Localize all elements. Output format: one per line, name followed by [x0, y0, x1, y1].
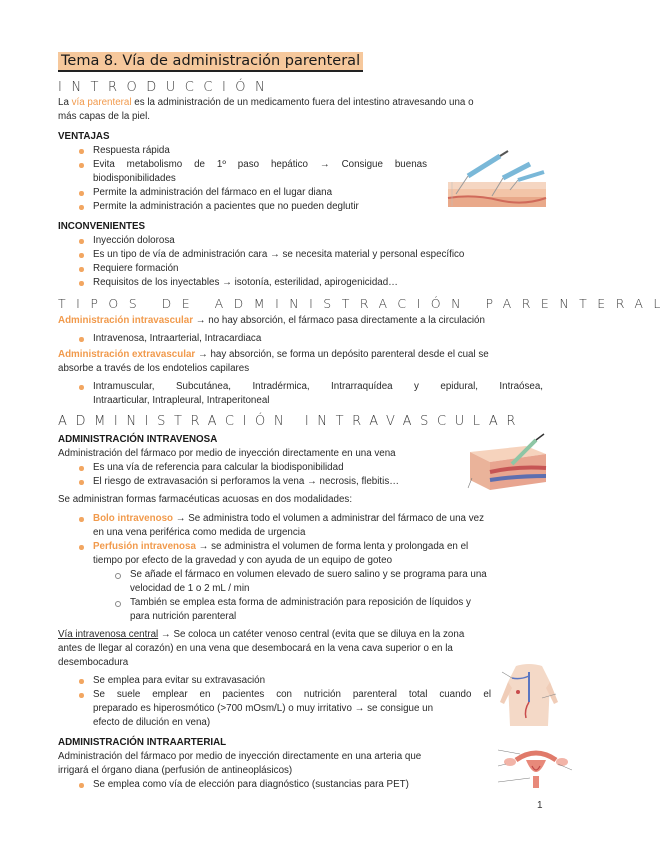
iv-vein-illustration	[466, 432, 552, 494]
tipos-extravascular: Administración extravascular → hay absorción, se forma un depósito parenteral desde el cual se	[58, 349, 489, 360]
highlight-extravascular: Administración extravascular	[58, 349, 196, 360]
bullet-icon	[79, 163, 84, 168]
bullet-icon	[79, 149, 84, 154]
bullet-icon	[79, 281, 84, 286]
tipos-extravascular-line2: absorbe a través de los endotelios capilares	[58, 363, 250, 374]
list-item: Se emplea para evitar su extravasación	[93, 675, 266, 686]
central-paragraph: Vía intravenosa central → Se coloca un catéter venoso central (evita que se diluya en la zona	[58, 629, 465, 640]
list-item: Respuesta rápida	[93, 145, 170, 156]
list-item: Intramuscular, Subcutánea, Intradérmica, Intrarraquídea y epidural, Intraósea,	[93, 381, 543, 392]
sub-list-item: También se emplea esta forma de administración para reposición de líquidos y	[130, 597, 471, 608]
list-item: El riesgo de extravasación si perforamos la vena → necrosis, flebitis…	[93, 476, 400, 487]
heading-inconvenientes: INCONVENIENTES	[58, 221, 146, 232]
bullet-icon	[79, 267, 84, 272]
syringe-skin-illustration	[448, 148, 548, 210]
bullet-icon	[79, 191, 84, 196]
sub-list-item-cont: velocidad de 1 o 2 mL / min	[130, 583, 250, 594]
bullet-icon	[79, 466, 84, 471]
modalidades-text: Se administran formas farmacéuticas acuosas en dos modalidades:	[58, 494, 353, 505]
bullet-icon	[79, 385, 84, 390]
bullet-icon	[79, 239, 84, 244]
bullet-icon	[79, 679, 84, 684]
list-item-cont: en una vena periférica como medida de urgencia	[93, 527, 306, 538]
highlight-bolo: Bolo intravenoso	[93, 513, 174, 524]
list-item: Requisitos de los inyectables → isotonía, esterilidad, apirogenicidad…	[93, 277, 398, 288]
bullet-icon	[79, 693, 84, 698]
list-item-cont: tiempo por efecto de la gravedad y con ayuda de un equipo de goteo	[93, 555, 393, 566]
intravenosa-desc: Administración del fármaco por medio de inyección directamente en una vena	[58, 448, 396, 459]
bullet-icon	[79, 253, 84, 258]
bullet-icon	[79, 783, 84, 788]
sub-list-item-cont: para nutrición parenteral	[130, 611, 237, 622]
list-item-cont: preparado es hiperosmótico (>700 mOsm/L) o muy irritativo → se consigue un	[93, 703, 434, 714]
heading-intravenosa: ADMINISTRACIÓN INTRAVENOSA	[58, 434, 218, 445]
central-line2: antes de llegar al corazón) en una vena que desembocará en la vena cava superior o en la	[58, 643, 453, 654]
list-item: Evita metabolismo de 1º paso hepático → Consigue buenas	[93, 159, 427, 170]
section-introduccion: INTRODUCCIÓN	[58, 80, 275, 95]
list-item: Requiere formación	[93, 263, 179, 274]
page-title: Tema 8. Vía de administración parenteral	[58, 52, 363, 72]
list-item: Se suele emplear en pacientes con nutrición parenteral total cuando el	[93, 689, 491, 700]
bullet-icon	[79, 205, 84, 210]
bullet-icon	[79, 480, 84, 485]
tipos-intravascular: Administración intravascular → no hay absorción, el fármaco pasa directamente a la circulación	[58, 315, 485, 326]
sub-list-item: Se añade el fármaco en volumen elevado de suero salino y se programa para una	[130, 569, 487, 580]
bullet-icon	[79, 337, 84, 342]
heading-intraarterial: ADMINISTRACIÓN INTRAARTERIAL	[58, 737, 227, 748]
bullet-icon	[79, 517, 84, 522]
list-item: Intravenosa, Intraarterial, Intracardiaca	[93, 333, 262, 344]
heading-ventajas: VENTAJAS	[58, 131, 110, 142]
uterus-artery-illustration	[496, 740, 576, 792]
link-via-central: Vía intravenosa central	[58, 629, 159, 640]
intraarterial-desc2: irrigará el órgano diana (perfusión de antineoplásicos)	[58, 765, 293, 776]
highlight-intravascular: Administración intravascular	[58, 315, 194, 326]
list-item: Es un tipo de vía de administración cara → se necesita material y personal específico	[93, 249, 465, 260]
intro-paragraph: La vía parenteral es la administración de un medicamento fuera del intestino atravesando una o	[58, 97, 474, 108]
list-item-bolo: Bolo intravenoso → Se administra todo el volumen a administrar del fármaco de una vez	[93, 513, 484, 524]
list-item: Permite la administración del fármaco en el lugar diana	[93, 187, 333, 198]
central-catheter-illustration	[498, 662, 560, 728]
list-item-perfusion: Perfusión intravenosa → se administra el volumen de forma lenta y prolongada en el	[93, 541, 469, 552]
highlight-perfusion: Perfusión intravenosa	[93, 541, 196, 552]
highlight-via-parenteral: vía parenteral	[71, 97, 132, 108]
page-number: 1	[537, 800, 543, 811]
list-item-cont: biodisponibilidades	[93, 173, 176, 184]
section-intravascular: ADMINISTRACIÓN INTRAVASCULAR	[58, 414, 525, 429]
intraarterial-desc1: Administración del fármaco por medio de inyección directamente en una arteria que	[58, 751, 422, 762]
list-item: Inyección dolorosa	[93, 235, 175, 246]
bullet-icon	[79, 545, 84, 550]
sub-bullet-icon	[115, 573, 121, 579]
list-item-cont: Intraarticular, Intrapleural, Intraperitoneal	[93, 395, 270, 406]
sub-bullet-icon	[115, 601, 121, 607]
section-tipos: TIPOS DE ADMINISTRACIÓN PARENTERAL	[58, 296, 671, 311]
list-item: Es una vía de referencia para calcular la biodisponibilidad	[93, 462, 344, 473]
list-item: Permite la administración a pacientes que no pueden deglutir	[93, 201, 359, 212]
list-item: Se emplea como vía de elección para diagnóstico (sustancias para PET)	[93, 779, 409, 790]
intro-line2: más capas de la piel.	[58, 111, 151, 122]
central-line3: desembocadura	[58, 657, 129, 668]
list-item-cont: efecto de dilución en vena)	[93, 717, 211, 728]
